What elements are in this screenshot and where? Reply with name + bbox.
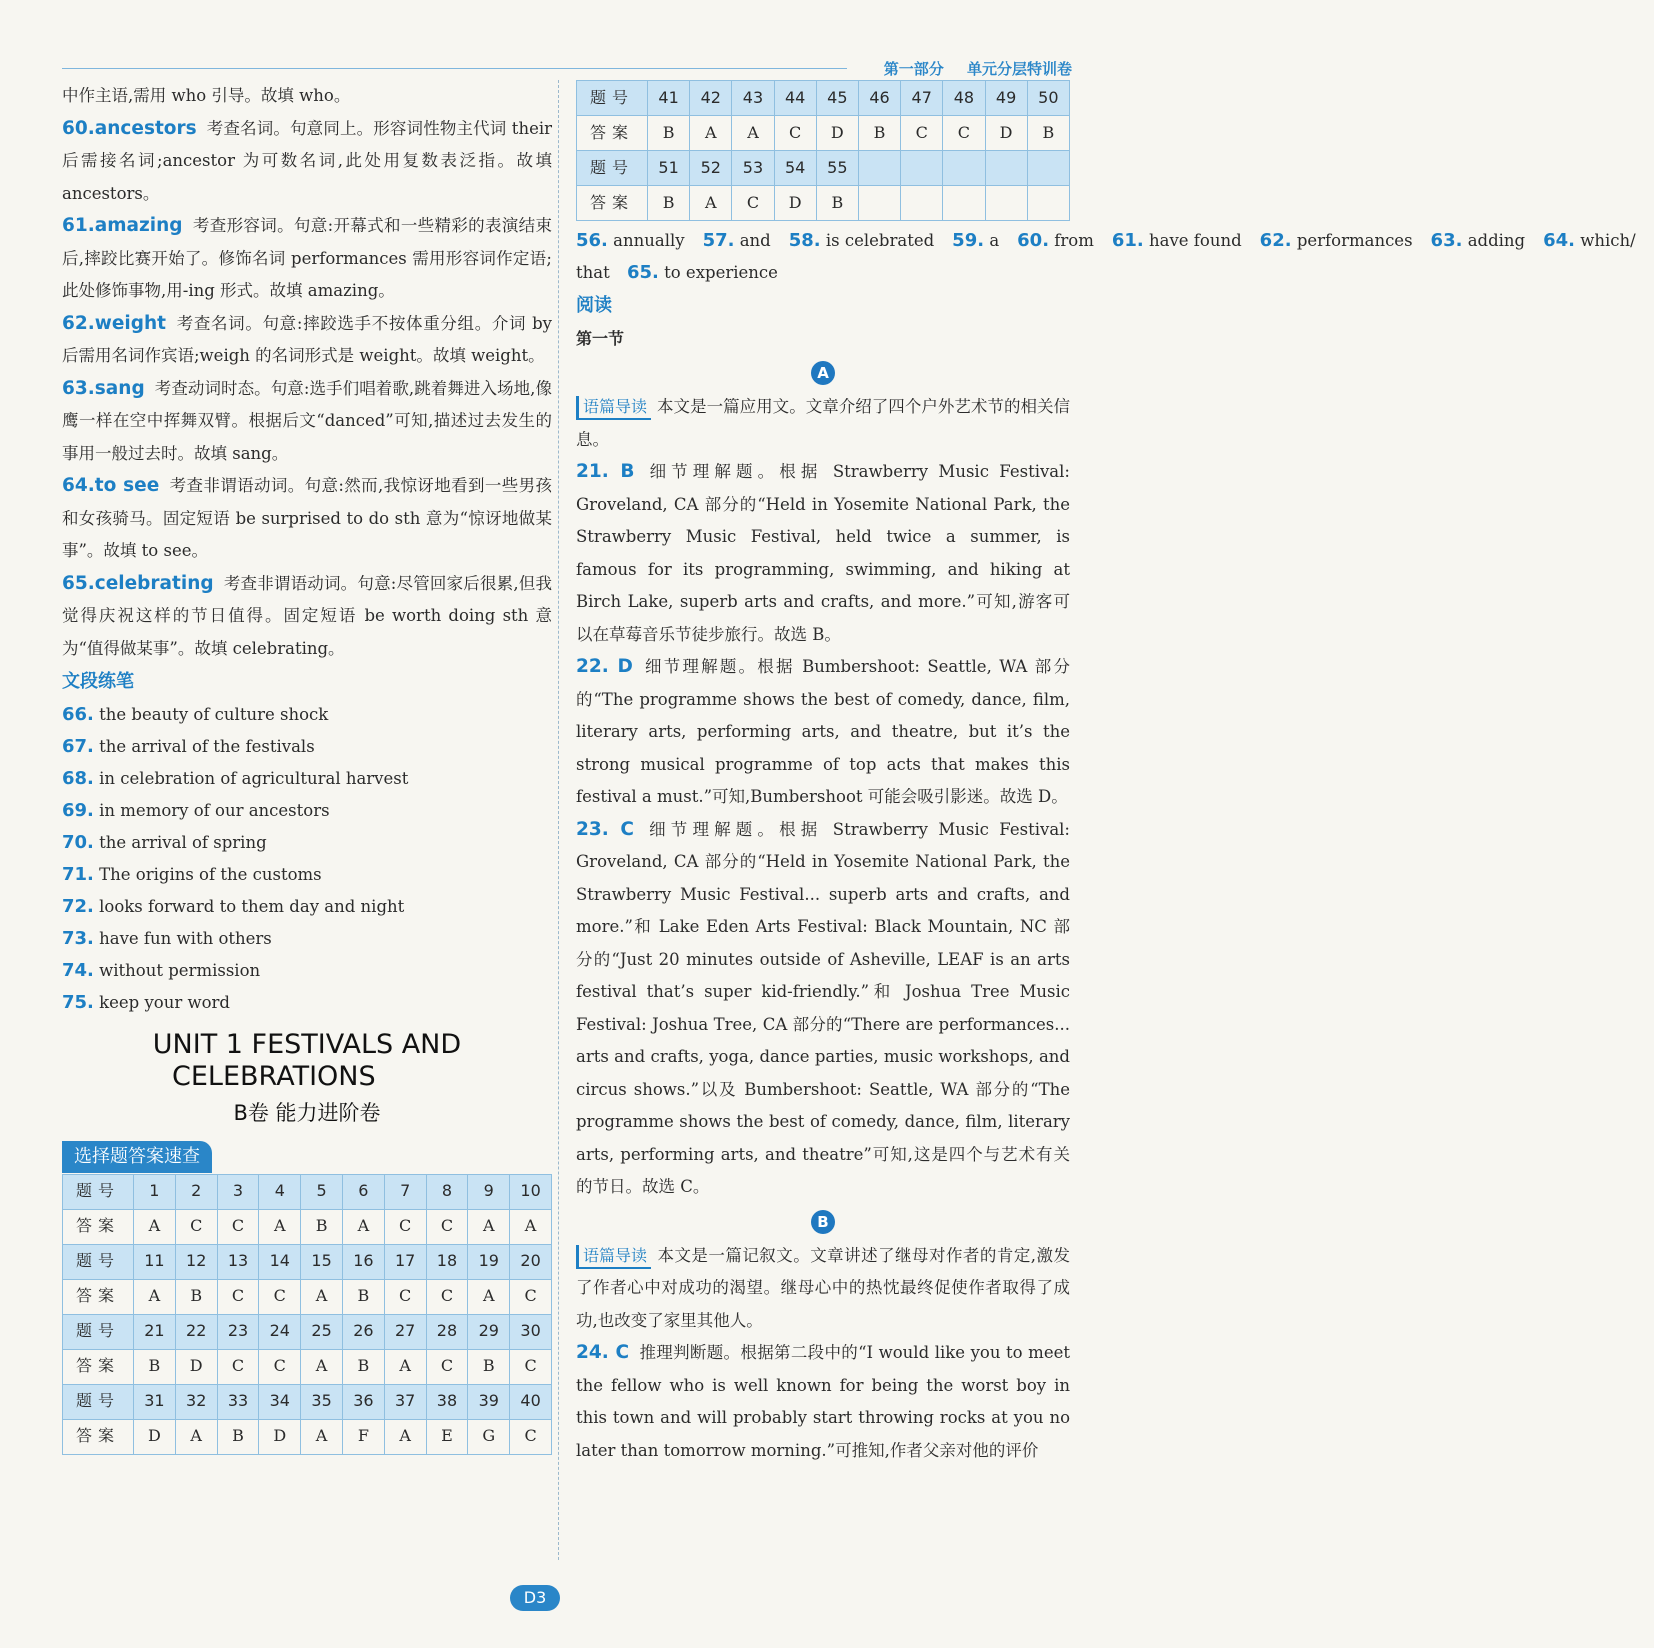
row-label-question: 题号 (63, 1174, 134, 1209)
practice-text: in celebration of agricultural harvest (99, 769, 409, 788)
answer-cell (1027, 186, 1069, 221)
answer-cell: C (175, 1209, 217, 1244)
question-number-cell: 9 (468, 1174, 510, 1209)
explanation-item (62, 308, 552, 373)
answer-cell: C (774, 116, 816, 151)
explanation-num: 63. (62, 377, 95, 399)
intro-line: 中作主语,需用 who 引导。故填 who。 (62, 86, 351, 105)
answer-cell: A (301, 1349, 343, 1384)
practice-num: 68. (62, 768, 94, 789)
question-number-cell: 7 (384, 1174, 426, 1209)
practice-text: The origins of the customs (99, 865, 322, 884)
explanation-answer: weight (94, 312, 167, 334)
explanation-text: 考查非谓语动词。句意:然而,我惊讶地看到一些男孩和女孩骑马。固定短语 be surprised to do sth 意为“惊讶地做某事”。故填 to see。 (62, 476, 552, 560)
question-number-cell: 10 (510, 1174, 552, 1209)
volume-title: B卷 能力进阶卷 (233, 1101, 381, 1125)
question-number-cell: 32 (175, 1384, 217, 1419)
question-number-cell: 43 (732, 81, 774, 116)
practice-num: 73. (62, 928, 94, 949)
question-number-cell: 25 (301, 1314, 343, 1349)
answer-22 (576, 651, 1070, 814)
row-label-question: 题号 (577, 81, 648, 116)
page-number: D3 (510, 1585, 560, 1611)
answer-cell: C (426, 1209, 468, 1244)
q21-key (576, 461, 634, 482)
question-number-cell: 34 (259, 1384, 301, 1419)
q23-answer: C (620, 818, 634, 840)
question-number-cell: 8 (426, 1174, 468, 1209)
answer-row (63, 1279, 552, 1314)
fill-tail-text: to experience (664, 263, 778, 282)
explanation-key (62, 573, 214, 594)
explanation-num: 60. (62, 117, 95, 139)
answer-cell: B (301, 1209, 343, 1244)
question-number-cell (858, 151, 900, 186)
question-row (63, 1384, 552, 1419)
fill-text: adding (1467, 231, 1526, 250)
fill-item (703, 231, 771, 250)
row-label-answer: 答案 (63, 1419, 134, 1454)
question-number-cell: 40 (510, 1384, 552, 1419)
fill-item (576, 231, 685, 250)
q24-key (576, 1342, 629, 1363)
fill-text: which/ (1580, 231, 1636, 250)
answer-row (63, 1419, 552, 1454)
practice-item (62, 891, 552, 923)
question-number-cell: 46 (858, 81, 900, 116)
answer-cell: A (468, 1209, 510, 1244)
answer-cell: C (384, 1279, 426, 1314)
unit-title-line2: CELEBRATIONS (172, 1061, 376, 1092)
question-number-cell: 33 (217, 1384, 259, 1419)
question-number-cell: 29 (468, 1314, 510, 1349)
answer-cell: B (648, 116, 690, 151)
question-number-cell: 23 (217, 1314, 259, 1349)
question-number-cell: 16 (342, 1244, 384, 1279)
explanation-answer: to see (94, 475, 160, 496)
question-number-cell: 1 (134, 1174, 176, 1209)
answer-cell: B (342, 1349, 384, 1384)
answer-cell: A (175, 1419, 217, 1454)
practice-text: in memory of our ancestors (99, 801, 330, 820)
answer-cell: A (384, 1349, 426, 1384)
question-number-cell (901, 151, 943, 186)
answer-cell: C (259, 1349, 301, 1384)
explanation-item (62, 113, 552, 211)
passage-b-badge (576, 1210, 1070, 1234)
answer-cell: B (468, 1349, 510, 1384)
question-number-cell: 3 (217, 1174, 259, 1209)
practice-item (62, 763, 552, 795)
fill-num: 58. (788, 230, 821, 251)
practice-text: the arrival of the festivals (99, 737, 315, 756)
guide-a-text: 本文是一篇应用文。文章介绍了四个户外艺术节的相关信息。 (576, 397, 1070, 449)
answer-row (63, 1349, 552, 1384)
explanation-answer: sang (94, 377, 145, 399)
explanation-text: 考查名词。句意:摔跤选手不按体重分组。介词 by 后需用名词作宾语;weigh 的名词形式是 weight。故填 weight。 (62, 313, 552, 365)
question-number-cell: 54 (774, 151, 816, 186)
question-number-cell: 47 (901, 81, 943, 116)
fill-text: from (1054, 231, 1094, 250)
header-rule (62, 68, 847, 69)
fill-num: 64. (1543, 230, 1576, 251)
answer-cell: A (690, 186, 732, 221)
practice-num: 72. (62, 896, 94, 917)
fill-text: and (739, 231, 771, 250)
question-number-cell: 42 (690, 81, 732, 116)
question-number-cell (1027, 151, 1069, 186)
right-column (576, 80, 1636, 1467)
practice-num: 74. (62, 960, 94, 981)
explanation-text: 考查非谓语动词。句意:尽管回家后很累,但我觉得庆祝这样的节日值得。固定短语 be worth doing sth 意为“值得做某事”。故填 celebrating。 (62, 573, 552, 658)
explanation-answer: celebrating (94, 572, 214, 594)
q22-answer: D (617, 656, 633, 677)
practice-item (62, 859, 552, 891)
row-label-question: 题号 (63, 1244, 134, 1279)
answer-cell: D (134, 1419, 176, 1454)
q21-answer: B (620, 461, 635, 482)
answer-cell: A (301, 1279, 343, 1314)
answer-cell: A (732, 116, 774, 151)
practice-num: 67. (62, 736, 94, 757)
explanation-key (62, 313, 166, 334)
question-number-cell: 49 (985, 81, 1027, 116)
practice-item (62, 923, 552, 955)
question-number-cell: 55 (816, 151, 858, 186)
question-number-cell: 30 (510, 1314, 552, 1349)
question-number-cell: 2 (175, 1174, 217, 1209)
question-number-cell: 44 (774, 81, 816, 116)
explanation-num: 64. (62, 475, 95, 496)
practice-num: 70. (62, 832, 94, 853)
explanation-item (62, 470, 552, 568)
unit-title-line1: UNIT 1 FESTIVALS AND (152, 1029, 462, 1060)
guide-b-text: 本文是一篇记叙文。文章讲述了继母对作者的肯定,激发了作者心中对成功的渴望。继母心中的热忱最终促使作者取得了成功,也改变了家里其他人。 (576, 1245, 1070, 1330)
answer-cell (943, 186, 985, 221)
section-title-practice: 文段练笔 (62, 671, 134, 692)
answer-cell: C (510, 1419, 552, 1454)
row-label-answer: 答案 (577, 116, 648, 151)
explanation-item (62, 210, 552, 308)
q23-key (576, 819, 634, 840)
fill-answers-tail (576, 257, 1070, 289)
answer-cell: B (342, 1279, 384, 1314)
answer-cell: B (217, 1419, 259, 1454)
question-number-cell: 11 (134, 1244, 176, 1279)
answer-cell (858, 186, 900, 221)
answer-cell: F (342, 1419, 384, 1454)
answer-cell: B (648, 186, 690, 221)
answer-cell: B (858, 116, 900, 151)
q24-text: 推理判断题。根据第二段中的“I would like you to meet the fellow who is well known for being the worst boy in this town and will probably start throwing rocks at you no later than tomorrow morning.”可推知,作者父亲对他的评价 (576, 1343, 1070, 1460)
answer-cell: B (816, 186, 858, 221)
answer-cell: C (901, 116, 943, 151)
row-label-question: 题号 (577, 151, 648, 186)
answer-cell: C (217, 1349, 259, 1384)
answer-table-right (576, 80, 1070, 221)
fill-num: 59. (952, 230, 985, 251)
practice-text: without permission (99, 961, 261, 980)
row-label-answer: 答案 (63, 1279, 134, 1314)
fill-item (1112, 231, 1242, 250)
question-number-cell: 13 (217, 1244, 259, 1279)
q23-num: 23. (576, 818, 609, 840)
answer-cell: D (774, 186, 816, 221)
question-number-cell: 52 (690, 151, 732, 186)
explanation-num: 65. (62, 572, 95, 594)
question-number-cell: 31 (134, 1384, 176, 1419)
answer-cell: D (175, 1349, 217, 1384)
question-number-cell: 14 (259, 1244, 301, 1279)
answer-23 (576, 814, 1070, 1204)
section-one-title: 第一节 (576, 329, 625, 348)
row-label-answer: 答案 (63, 1209, 134, 1244)
answer-cell (985, 186, 1027, 221)
q24-num: 24. (576, 1342, 609, 1363)
badge-b-letter: B (811, 1210, 835, 1234)
page-header (866, 58, 1072, 79)
fill-tail-pre: that (576, 263, 610, 282)
fill-item (1543, 231, 1636, 250)
fill-item (1017, 231, 1094, 250)
question-number-cell (985, 151, 1027, 186)
question-number-cell: 24 (259, 1314, 301, 1349)
guide-b-label: 语篇导读 (576, 1245, 651, 1269)
fill-num: 56. (576, 230, 608, 251)
question-number-cell (943, 151, 985, 186)
question-number-cell: 12 (175, 1244, 217, 1279)
practice-num: 71. (62, 864, 94, 885)
explanation-answer: amazing (94, 215, 183, 236)
guide-a-label: 语篇导读 (576, 396, 651, 420)
left-column (62, 80, 552, 1455)
question-number-cell: 51 (648, 151, 690, 186)
answer-cell: A (259, 1209, 301, 1244)
answer-cell: G (468, 1419, 510, 1454)
practice-item (62, 731, 552, 763)
fill-text: annually (613, 231, 685, 250)
explanation-num: 62. (62, 312, 95, 334)
explanation-list (62, 113, 552, 666)
question-number-cell: 27 (384, 1314, 426, 1349)
explanation-text: 考查形容词。句意:开幕式和一些精彩的表演结束后,摔跤比赛开始了。修饰名词 performances 需用形容词作定语;此处修饰事物,用-ing 形式。故填 amazing。 (62, 216, 552, 300)
answer-cell (901, 186, 943, 221)
answer-cell: D (259, 1419, 301, 1454)
question-row (63, 1244, 552, 1279)
question-number-cell: 35 (301, 1384, 343, 1419)
answer-cell: A (468, 1279, 510, 1314)
passage-a-badge (576, 361, 1070, 385)
header-part: 第一部分 (883, 60, 944, 78)
answer-cell: C (217, 1209, 259, 1244)
q21-text: 细节理解题。根据 Strawberry Music Festival: Groveland, CA 部分的“Held in Yosemite National Park, the Strawberry Music Festival, held twice a summer, is famous for its programming, swimming, and hiking at Birch Lake, superb arts and crafts, and more.”可知,游客可以在草莓音乐节徒步旅行。故选 B。 (576, 462, 1070, 644)
answer-cell: B (1027, 116, 1069, 151)
explanation-key (62, 475, 159, 496)
explanation-key (62, 118, 197, 139)
header-series: 单元分层特训卷 (966, 60, 1072, 78)
question-number-cell: 15 (301, 1244, 343, 1279)
question-number-cell: 21 (134, 1314, 176, 1349)
practice-text: keep your word (99, 993, 230, 1012)
question-number-cell: 6 (342, 1174, 384, 1209)
question-row (577, 151, 1070, 186)
explanation-item (62, 568, 552, 666)
fill-tail-num: 65. (626, 262, 659, 283)
question-number-cell: 5 (301, 1174, 343, 1209)
q22-text: 细节理解题。根据 Bumbershoot: Seattle, WA 部分的“The programme shows the best of comedy, dance, film, literary arts, performing arts, and theatre, but it’s the strong musical programme of top acts that makes this festival a must.”可知,Bumbershoot 可能会吸引影迷。故选 D。 (576, 657, 1070, 806)
question-number-cell: 53 (732, 151, 774, 186)
answer-21 (576, 456, 1070, 651)
badge-a-letter: A (811, 361, 835, 385)
question-number-cell: 48 (943, 81, 985, 116)
answer-cell: C (426, 1349, 468, 1384)
fill-num: 61. (1111, 230, 1144, 251)
fill-item (789, 231, 934, 250)
question-number-cell: 17 (384, 1244, 426, 1279)
practice-num: 75. (62, 992, 94, 1013)
explanation-key (62, 378, 145, 399)
answer-cell: C (943, 116, 985, 151)
question-number-cell: 50 (1027, 81, 1069, 116)
practice-item (62, 987, 552, 1019)
answer-cell: E (426, 1419, 468, 1454)
answer-cell: C (732, 186, 774, 221)
q24-answer: C (615, 1342, 630, 1363)
answer-cell: C (217, 1279, 259, 1314)
practice-text: looks forward to them day and night (99, 897, 405, 916)
answer-cell: C (384, 1209, 426, 1244)
answer-cell: A (134, 1279, 176, 1314)
explanation-text: 考查动词时态。句意:选手们唱着歌,跳着舞进入场地,像鹰一样在空中挥舞双臂。根据后文“danced”可知,描述过去发生的事用一般过去时。故填 sang。 (62, 378, 552, 463)
practice-item (62, 955, 552, 987)
practice-num: 69. (62, 800, 94, 821)
answer-cell: B (134, 1349, 176, 1384)
quick-answer-title: 选择题答案速查 (62, 1141, 212, 1173)
fill-text: performances (1296, 231, 1413, 250)
row-label-question: 题号 (63, 1314, 134, 1349)
practice-text: the beauty of culture shock (99, 705, 329, 724)
question-number-cell: 22 (175, 1314, 217, 1349)
question-number-cell: 45 (816, 81, 858, 116)
answer-cell: D (816, 116, 858, 151)
practice-item (62, 795, 552, 827)
guide-b (576, 1240, 1070, 1338)
question-number-cell: 19 (468, 1244, 510, 1279)
question-number-cell: 4 (259, 1174, 301, 1209)
fill-item (1431, 231, 1526, 250)
q22-num: 22. (576, 656, 609, 677)
answer-row (577, 186, 1070, 221)
question-number-cell: 26 (342, 1314, 384, 1349)
answer-cell: A (301, 1419, 343, 1454)
explanation-item (62, 373, 552, 471)
practice-list (62, 699, 552, 1019)
fill-text: a (989, 231, 1000, 250)
answer-cell: C (259, 1279, 301, 1314)
row-label-answer: 答案 (577, 186, 648, 221)
fill-text: have found (1149, 231, 1242, 250)
explanation-key (62, 215, 183, 236)
guide-a (576, 391, 1070, 456)
question-number-cell: 20 (510, 1244, 552, 1279)
answer-cell: C (426, 1279, 468, 1314)
answer-cell: A (342, 1209, 384, 1244)
fill-num: 62. (1259, 230, 1292, 251)
fill-item (952, 231, 999, 250)
question-number-cell: 36 (342, 1384, 384, 1419)
answer-row (63, 1209, 552, 1244)
row-label-answer: 答案 (63, 1349, 134, 1384)
question-number-cell: 28 (426, 1314, 468, 1349)
question-row (63, 1174, 552, 1209)
question-number-cell: 38 (426, 1384, 468, 1419)
fill-num: 63. (1430, 230, 1463, 251)
fill-answers (576, 225, 1636, 257)
answer-table-left (62, 1174, 552, 1455)
question-number-cell: 37 (384, 1384, 426, 1419)
question-row (577, 81, 1070, 116)
answer-cell: A (134, 1209, 176, 1244)
answer-row (577, 116, 1070, 151)
answer-cell: C (510, 1349, 552, 1384)
answer-cell: A (510, 1209, 552, 1244)
answer-cell: C (510, 1279, 552, 1314)
explanation-answer: ancestors (94, 117, 197, 139)
q23-text: 细节理解题。根据 Strawberry Music Festival: Groveland, CA 部分的“Held in Yosemite National Park, the Strawberry Music Festival... superb arts and crafts, and more.”和 Lake Eden Arts Festival: Black Mountain, NC 部分的“Just 20 minutes outside of Asheville, LEAF is an arts festival that’s super kid-friendly.”和 Joshua Tree Music Festival: Joshua Tree, CA 部分的“There are performances... arts and crafts, yoga, dance parties, music workshops, and circus shows.”以及 Bumbershoot: Seattle, WA 部分的“The programme shows the best of comedy, dance, film, literary arts, performing arts, and theatre”可知,这是四个与艺术有关的节日。故选 C。 (576, 819, 1070, 1196)
answer-cell: D (985, 116, 1027, 151)
question-number-cell: 41 (648, 81, 690, 116)
practice-item (62, 699, 552, 731)
fill-text: is celebrated (825, 231, 935, 250)
explanation-text: 考查名词。句意同上。形容词性物主代词 their 后需接名词;ancestor 为可数名词,此处用复数表泛指。故填 ancestors。 (62, 118, 552, 203)
answer-24 (576, 1337, 1070, 1467)
q21-num: 21. (576, 461, 609, 482)
answer-cell: A (690, 116, 732, 151)
column-divider (558, 80, 559, 1560)
practice-text: have fun with others (99, 929, 272, 948)
fill-num: 60. (1017, 230, 1050, 251)
fill-num: 57. (702, 230, 735, 251)
question-number-cell: 18 (426, 1244, 468, 1279)
answer-cell: A (384, 1419, 426, 1454)
reading-title: 阅读 (576, 295, 612, 316)
answer-cell: B (175, 1279, 217, 1314)
q22-key (576, 656, 633, 677)
practice-num: 66. (62, 704, 94, 725)
row-label-question: 题号 (63, 1384, 134, 1419)
explanation-num: 61. (62, 215, 95, 236)
question-number-cell: 39 (468, 1384, 510, 1419)
practice-text: the arrival of spring (99, 833, 267, 852)
fill-item (1260, 231, 1413, 250)
practice-item (62, 827, 552, 859)
question-row (63, 1314, 552, 1349)
